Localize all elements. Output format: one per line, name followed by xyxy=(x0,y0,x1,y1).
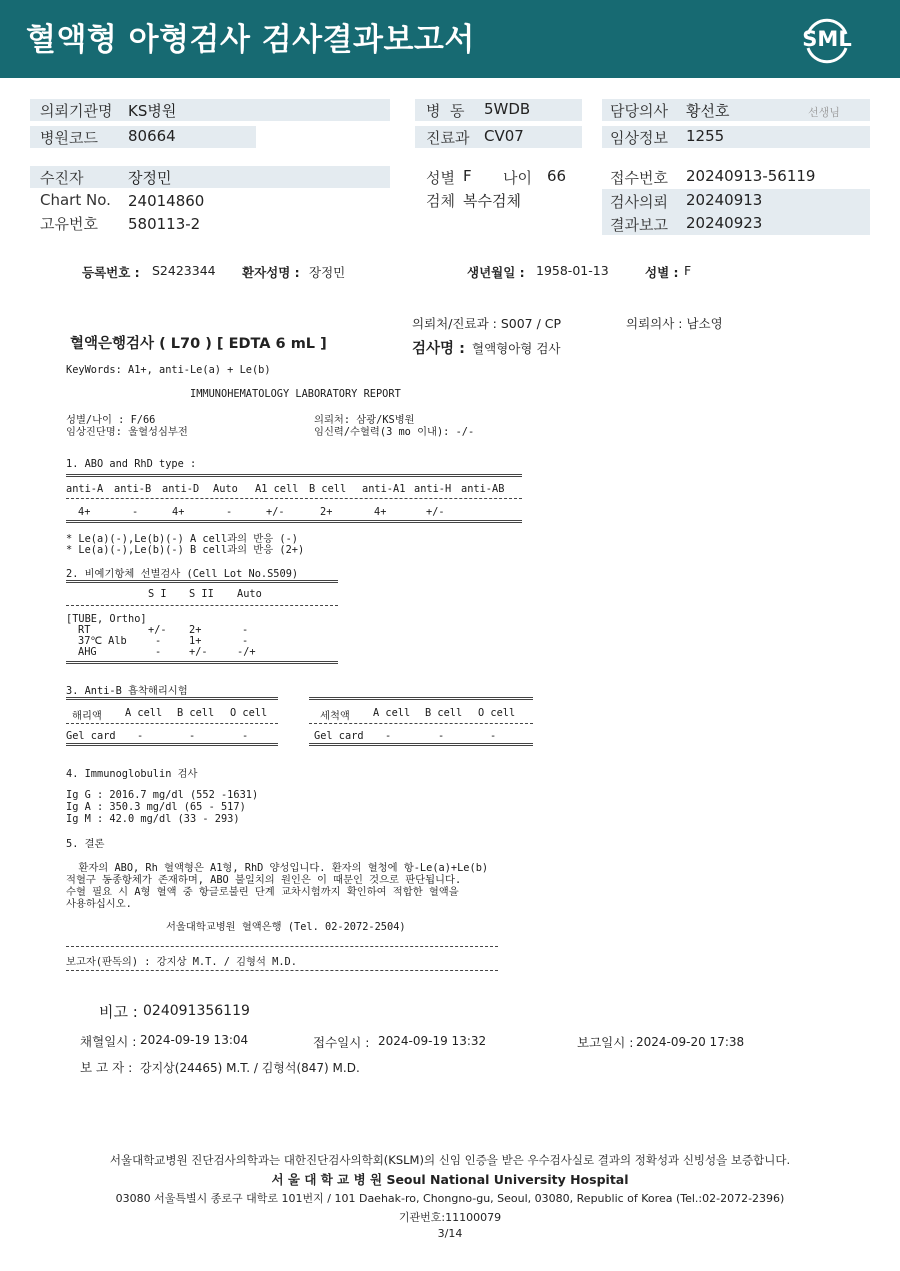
s2-row-2-v2: -/+ xyxy=(237,646,256,658)
reg-value: S2423344 xyxy=(152,263,216,278)
chart-label: Chart No. xyxy=(40,191,111,209)
reg-label: 등록번호 : xyxy=(82,265,140,280)
reporter-rule-top xyxy=(66,946,498,947)
s1-col-5: B cell xyxy=(309,483,347,495)
chart-value: 24014860 xyxy=(128,192,205,210)
s1-title: 1. ABO and RhD type : xyxy=(66,458,197,470)
patient-band xyxy=(30,166,390,188)
s1-val-5: 2+ xyxy=(320,506,333,518)
s3-left-col-0: 해리액 xyxy=(72,710,102,722)
header-bar xyxy=(0,0,900,78)
s1-val-6: 4+ xyxy=(374,506,387,518)
collect-value: 2024-09-19 13:04 xyxy=(140,1033,249,1047)
dob-label: 생년월일 : xyxy=(467,265,525,280)
accept-value: 2024-09-19 13:32 xyxy=(378,1034,487,1048)
s3-left-rule-top xyxy=(66,697,278,700)
s4-title: 4. Immunoglobulin 검사 xyxy=(66,768,198,780)
sex-line-label: 성별 : xyxy=(645,265,679,280)
s2-title: 2. 비예기항체 선별검사 (Cell Lot No.S509) xyxy=(66,568,299,580)
s3-right-rule-mid xyxy=(309,723,533,724)
s1-val-0: 4+ xyxy=(78,506,91,518)
s1-col-3: Auto xyxy=(213,483,238,495)
s1-note-1: * Le(a)(-),Le(b)(-) A cell과의 반응 (-) xyxy=(66,533,298,545)
clinical-value: 1255 xyxy=(686,127,725,145)
report-time-label: 보고일시 : xyxy=(577,1035,634,1050)
hospital-line: 서울대학교병원 혈액은행 (Tel. 02-2072-2504) xyxy=(166,921,406,933)
footer-institution-number: 기관번호:11100079 xyxy=(398,1211,502,1224)
s1-col-0: anti-A xyxy=(66,483,104,495)
dob-value: 1958-01-13 xyxy=(536,263,609,278)
s2-row-0-name: RT xyxy=(78,624,91,636)
s2-row-0-v2: - xyxy=(242,624,249,636)
s1-note-2: * Le(a)(-),Le(b)(-) B cell과의 반응 (2+) xyxy=(66,544,305,556)
s4-line-0: Ig G : 2016.7 mg/dl (552 -1631) xyxy=(66,789,259,801)
s2-row-2-v0: - xyxy=(155,646,162,658)
s1-col-7: anti-H xyxy=(414,483,452,495)
sex-age: 성별/나이 : F/66 xyxy=(66,414,156,426)
sex-label: 성별 xyxy=(426,169,455,187)
s2-col-1: S II xyxy=(189,588,214,600)
ref-dept: 의뢰처/진료과 : S007 / CP xyxy=(412,316,562,331)
referrer: 의뢰처: 삼광/KS병원 xyxy=(314,414,415,426)
reporter-line: 보고자(판독의) : 강지상 M.T. / 김형석 M.D. xyxy=(66,956,297,968)
doctor-suffix: 선생님 xyxy=(808,106,840,119)
s3-left-col-3: O cell xyxy=(230,707,268,719)
s3-left-row-2: - xyxy=(189,730,196,742)
s5-line-0: 환자의 ABO, Rh 혈액형은 A1형, RhD 양성입니다. 환자의 혈청에 항-Le(a)+Le(b) xyxy=(66,862,489,874)
s2-row-1-v1: 1+ xyxy=(189,635,202,647)
logo-text: SML xyxy=(802,27,852,51)
patient-label: 수진자 xyxy=(40,169,84,187)
sex-line-value: F xyxy=(684,263,692,278)
s1-col-8: anti-AB xyxy=(461,483,505,495)
s4-line-1: Ig A : 350.3 mg/dl (65 - 517) xyxy=(66,801,246,813)
doctor-label: 담당의사 xyxy=(610,102,668,120)
clinical-label: 임상정보 xyxy=(610,129,668,147)
s3-right-rule-top xyxy=(309,697,533,700)
s1-val-3: - xyxy=(226,506,233,518)
request-value: 20240913 xyxy=(686,191,763,209)
diagnosis: 임상진단명: 울혈성심부전 xyxy=(66,426,188,438)
footer-hospital: 서 울 대 학 교 병 원 Seoul National University Hospital xyxy=(271,1172,629,1187)
s5-line-2: 수혈 필요 시 A형 혈액 중 항글로불린 단계 교차시험까지 확인하여 적합한 혈액을 xyxy=(66,886,459,898)
unique-value: 580113-2 xyxy=(128,215,201,233)
s1-col-6: anti-A1 xyxy=(362,483,406,495)
reporter-label: 보 고 자 : xyxy=(80,1060,133,1075)
s3-left-row-3: - xyxy=(242,730,249,742)
s2-row-0-v0: +/- xyxy=(148,624,167,636)
name-value: 장정민 xyxy=(309,265,346,280)
s3-left-rule-bottom xyxy=(66,743,278,746)
s3-right-rule-bottom xyxy=(309,743,533,746)
reporter-value: 강지상(24465) M.T. / 김형석(847) M.D. xyxy=(140,1061,360,1075)
dept-label: 진료과 xyxy=(426,129,470,147)
s3-right-col-1: A cell xyxy=(373,707,411,719)
test-name-value: 혈액형아형 검사 xyxy=(472,341,561,356)
s3-right-col-2: B cell xyxy=(425,707,463,719)
s2-row-2-v1: +/- xyxy=(189,646,208,658)
s2-col-2: Auto xyxy=(237,588,262,600)
age-label: 나이 xyxy=(503,169,532,187)
report-date-value: 20240923 xyxy=(686,214,763,232)
s1-col-4: A1 cell xyxy=(255,483,299,495)
unique-label: 고유번호 xyxy=(40,215,98,233)
specimen-label: 검체 xyxy=(426,192,455,210)
s3-right-row-2: - xyxy=(438,730,445,742)
s3-left-row-1: - xyxy=(137,730,144,742)
age-value: 66 xyxy=(547,167,567,185)
ward-label: 병 동 xyxy=(426,102,465,120)
s2-row-1-v2: - xyxy=(242,635,249,647)
page-number: 3/14 xyxy=(437,1227,463,1240)
s3-left-rule-mid xyxy=(66,723,278,724)
report-heading: IMMUNOHEMATOLOGY LABORATORY REPORT xyxy=(190,388,401,400)
receipt-value: 20240913-56119 xyxy=(686,167,816,185)
request-label: 검사의뢰 xyxy=(610,193,668,211)
remark-value: 024091356119 xyxy=(143,1003,250,1019)
footer-certification: 서울대학교병원 진단검사의학과는 대한진단검사의학회(KSLM)의 신임 인증을 받은 우수검사실로 결과의 정확성과 신빙성을 보증합니다. xyxy=(109,1153,791,1167)
report-time-value: 2024-09-20 17:38 xyxy=(636,1035,745,1049)
s1-col-1: anti-B xyxy=(114,483,152,495)
s5-line-3: 사용하십시오. xyxy=(66,898,132,910)
test-name-label: 검사명 : xyxy=(412,341,465,357)
report-date-label: 결과보고 xyxy=(610,216,668,234)
s5-line-1: 적혈구 동종항체가 존재하며, ABO 불일치의 원인은 이 때문인 것으로 판단됩니다. xyxy=(66,874,462,886)
s1-rule-bottom xyxy=(66,520,522,523)
s1-val-1: - xyxy=(132,506,139,518)
s1-rule-top xyxy=(66,474,522,477)
s2-col-0: S I xyxy=(148,588,167,600)
s3-title: 3. Anti-B 흡착해리시험 xyxy=(66,685,188,697)
s1-rule-mid xyxy=(66,498,522,499)
s2-row-1-v0: - xyxy=(155,635,162,647)
s1-val-2: 4+ xyxy=(172,506,185,518)
s3-left-col-1: A cell xyxy=(125,707,163,719)
s3-left-col-2: B cell xyxy=(177,707,215,719)
accept-label: 접수일시 : xyxy=(313,1035,370,1050)
s2-row-0-v1: 2+ xyxy=(189,624,202,636)
s3-right-row-3: - xyxy=(490,730,497,742)
s2-row-1-name: 37℃ Alb xyxy=(78,635,127,647)
specimen-value: 복수검체 xyxy=(463,192,521,210)
footer-address: 03080 서울특별시 종로구 대학로 101번지 / 101 Daehak-ro, Chongno-gu, Seoul, 03080, Republic of Korea (Tel.:02-2072-2396) xyxy=(115,1192,785,1205)
s2-rule-top xyxy=(66,580,338,583)
ward-value: 5WDB xyxy=(484,100,531,118)
keywords: KeyWords: A1+, anti-Le(a) + Le(b) xyxy=(66,364,271,376)
remark-label: 비고 : xyxy=(99,1003,138,1021)
s5-title: 5. 결론 xyxy=(66,838,105,850)
s3-right-row-0: Gel card xyxy=(314,730,364,742)
pregnancy: 임신력/수혈력(3 mo 이내): -/- xyxy=(314,426,475,438)
s2-rule-mid xyxy=(66,605,338,606)
s3-left-row-0: Gel card xyxy=(66,730,116,742)
s2-method: [TUBE, Ortho] xyxy=(66,613,147,625)
s1-val-7: +/- xyxy=(426,506,445,518)
doctor-value: 황선호 xyxy=(686,102,730,120)
dept-value: CV07 xyxy=(484,127,524,145)
s3-right-col-3: O cell xyxy=(478,707,516,719)
name-label: 환자성명 : xyxy=(242,265,300,280)
code-label: 병원코드 xyxy=(40,129,98,147)
code-value: 80664 xyxy=(128,127,176,145)
patient-value: 장정민 xyxy=(128,169,172,187)
s1-col-2: anti-D xyxy=(162,483,200,495)
s3-right-col-0: 세척액 xyxy=(320,710,350,722)
s3-right-row-1: - xyxy=(385,730,392,742)
sml-logo xyxy=(800,12,854,66)
reporter-rule-bottom xyxy=(66,970,498,971)
s2-rule-bottom xyxy=(66,661,338,664)
org-label: 의뢰기관명 xyxy=(40,102,113,120)
collect-label: 채혈일시 : xyxy=(80,1034,137,1049)
test-title: 혈액은행검사 ( L70 ) [ EDTA 6 mL ] xyxy=(70,336,327,352)
sex-value: F xyxy=(463,167,472,185)
s4-line-2: Ig M : 42.0 mg/dl (33 - 293) xyxy=(66,813,240,825)
report-title: 혈액형 아형검사 검사결과보고서 xyxy=(26,22,475,58)
receipt-label: 접수번호 xyxy=(610,169,668,187)
s1-val-4: +/- xyxy=(266,506,285,518)
s2-row-2-name: AHG xyxy=(78,646,97,658)
ref-doctor: 의뢰의사 : 남소영 xyxy=(626,316,723,331)
org-value: KS병원 xyxy=(128,102,177,120)
